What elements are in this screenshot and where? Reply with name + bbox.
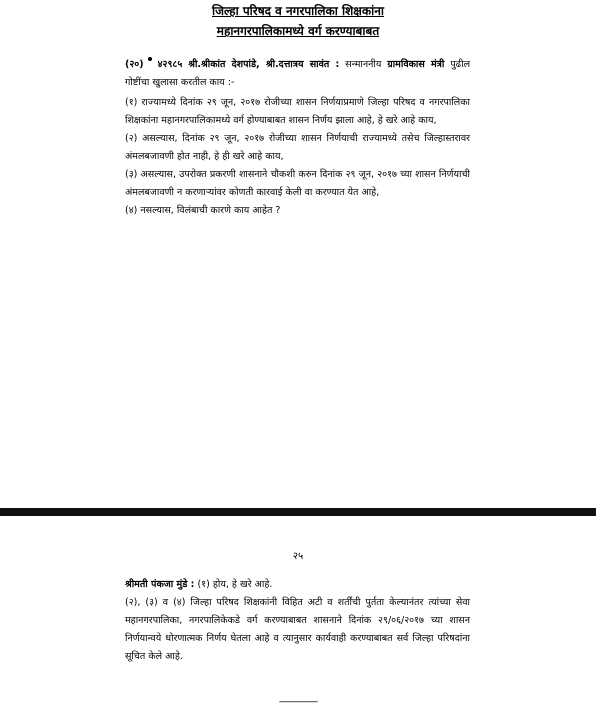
question-intro-tail: पुढील गोष्टींचा खुलासा करतील काय :- bbox=[125, 59, 471, 88]
question-item-1: (१) राज्यामध्ये दिनांक २९ जून, २०१७ रोजीच्या शासन निर्णयाप्रमाणे जिल्हा परिषद व नगरपालिका शिक्षकांना महानगरपालिकामध्ये वर्ग होण्याबाबत शासन निर्णय झाला आहे, हे खरे आहे काय, bbox=[125, 97, 470, 126]
question-id: ४२९८५ bbox=[157, 59, 183, 70]
end-marker: ----------------- bbox=[278, 697, 318, 707]
document-title-line-1: जिल्हा परिषद व नगरपालिका शिक्षकांना bbox=[212, 4, 384, 18]
question-item-2: (२) असल्यास, दिनांक २९ जून, २०१७ रोजीच्या शासन निर्णयाची राज्यामध्ये तसेच जिल्हास्तरावर अंमलबजावणी होत नाही, हे ही खरे आहे काय, bbox=[125, 133, 470, 162]
answer-second: (२), (३) व (४) जिल्हा परिषद शिक्षकांनी विहित अटी व शर्तींची पुर्तता केल्यानंतर त्यांच्या सेवा महानगरपालिका, नगरपालिकेकडे वर्ग करण्याबाबत शासनाने दिनांक २९/०६/२०१७ च्या शासन निर्णयान्वये धोरणात्मक निर्णय घेतला आहे व त्यानुसार कार्यवाही करण्याबाबत सर्व जिल्हा परिषदांना सूचित केले आहे. bbox=[125, 597, 470, 662]
answer-first-line bbox=[125, 576, 470, 594]
page-divider bbox=[0, 508, 596, 516]
document-title-line-2: महानगरपालिकामध्ये वर्ग करण्याबाबत bbox=[216, 24, 380, 38]
question-askers: श्री.श्रीकांत देशपांडे, श्री.दत्तात्रय सावंत : bbox=[188, 59, 340, 70]
answer-speaker: श्रीमती पंकजा मुंडे : bbox=[125, 579, 195, 590]
answer-block bbox=[125, 576, 470, 666]
question-number: (२०) bbox=[125, 59, 144, 70]
bullet-dot-icon bbox=[148, 57, 152, 61]
page-number: २५ bbox=[292, 551, 304, 562]
question-item-4: (४) नसल्यास, विलंबाची कारणे काय आहेत ? bbox=[125, 205, 281, 216]
answer-first: (१) होय, हे खरे आहे. bbox=[197, 579, 273, 590]
question-item-3: (३) असल्यास, उपरोक्त प्रकरणी शासनाने चौकशी करुन दिनांक २९ जून, २०१७ च्या शासन निर्णयाची अंमलबजावणी न करणाऱ्यांवर कोणती कारवाई केली वा करण्यात येत आहे, bbox=[125, 169, 470, 198]
question-minister: ग्रामविकास मंत्री bbox=[387, 59, 445, 70]
question-items bbox=[125, 94, 470, 220]
question-intro: सन्माननीय bbox=[345, 59, 382, 70]
question-header bbox=[125, 56, 470, 92]
